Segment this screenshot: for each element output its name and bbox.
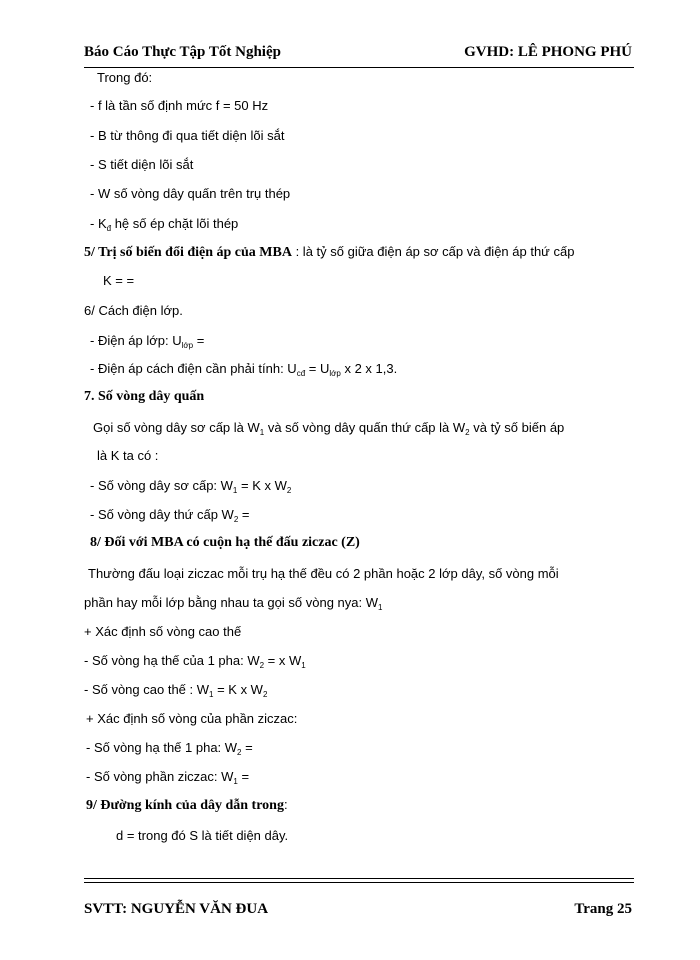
low-voltage-turns-per-phase: - Số vòng hạ thế của 1 pha: $W_2 = x$ $W_1$ [84, 653, 306, 670]
high-voltage-turns: - Số vòng cao thế : $W_1 = K$ x $W_2$ [84, 682, 268, 699]
def-f: - f là tần số định mức f = 50 Hz [90, 98, 269, 113]
page-header [84, 44, 632, 66]
page-number: Trang 25 [574, 901, 632, 917]
section-7-paragraph-line-1: Gọi số vòng dây sơ cấp là $W_1$ và số vòng dây quấn thứ cấp là $W_2$ và tỷ số biến áp [93, 420, 565, 437]
low-voltage-1-phase-turns: - Số vòng hạ thế 1 pha: $W_2$ = [86, 740, 253, 757]
section-5: 5/ Trị số biến đổi điện áp của MBA : là tỷ số giữa điện áp sơ cấp và điện áp thứ cấp [84, 244, 575, 260]
section-6-heading: 6/ Cách điện lớp. [84, 303, 183, 318]
ratio-formula: K = = [103, 273, 135, 288]
diameter-formula: d = trong đó S là tiết diện dây. [116, 828, 289, 843]
section-8-paragraph-line-2: phần hay mỗi lớp bằng nhau ta gọi số vòng nya: $W_1$ [84, 595, 383, 612]
primary-turns: - Số vòng dây sơ cấp: $W_1 = K$ x $W_2$ [90, 478, 292, 495]
section-8-paragraph-line-1: Thường đấu loại ziczac mỗi trụ hạ thế đều có 2 phần hoặc 2 lớp dây, số vòng mỗi [88, 566, 559, 581]
insulation-voltage: - Điện áp cách điện cần phải tính: $U_{cđ} = U_{lớp}$ x 2 x 1,3. [90, 361, 398, 378]
def-s: - S tiết diện lõi sắt [90, 157, 194, 172]
section-8-heading: 8/ Đối với MBA có cuộn hạ thế đấu ziczac (Z) [90, 535, 360, 550]
page-footer [84, 901, 632, 923]
header-rule [84, 67, 634, 68]
footer-student: SVTT: NGUYỄN VĂN ĐUA [84, 901, 269, 917]
high-voltage-turns-title: + Xác định số vòng cao thế [84, 624, 242, 639]
section-7-heading: 7. Số vòng dây quấn [84, 389, 205, 404]
def-kd: - $K_đ$ hệ số ép chặt lõi thép [90, 216, 239, 233]
footer-rule-bottom [84, 882, 634, 883]
def-w: - W số vòng dây quấn trên trụ thép [90, 186, 291, 201]
where-label: Trong đó: [97, 70, 153, 85]
def-b: - B từ thông đi qua tiết diện lõi sắt [90, 128, 285, 143]
zigzag-part-turns: - Số vòng phần ziczac: $W_1$ = [86, 769, 250, 786]
footer-rule-top [84, 878, 634, 879]
section-9: 9/ Đường kính của dây dẫn trong: [86, 797, 288, 813]
header-supervisor: GVHD: LÊ PHONG PHÚ [464, 44, 632, 60]
secondary-turns: - Số vòng dây thứ cấp $W_2$ = [90, 507, 250, 524]
layer-voltage: - Điện áp lớp: $U_{lớp}$ = [90, 333, 205, 350]
zigzag-turns-title: + Xác định số vòng của phần ziczac: [86, 711, 298, 726]
section-7-paragraph-line-2: là K ta có : [97, 448, 159, 463]
section-9-heading: 9/ Đường kính của dây dẫn trong [86, 798, 284, 813]
header-title: Báo Cáo Thực Tập Tốt Nghiệp [84, 44, 281, 60]
section-5-heading: 5/ Trị số biến đổi điện áp của MBA [84, 245, 292, 260]
